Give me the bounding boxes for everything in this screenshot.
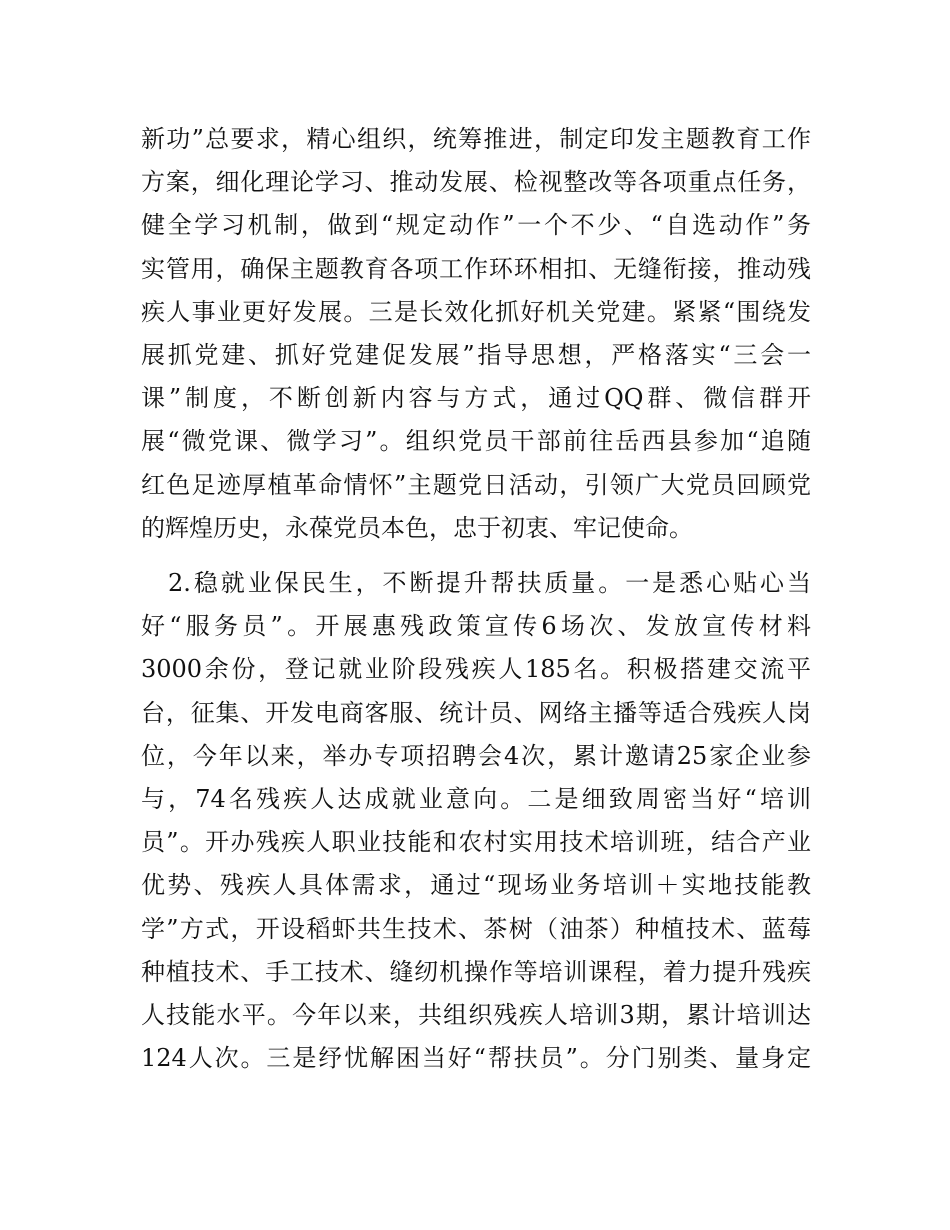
text-line: 与，74名残疾人达成就业意向。二是细致周密当好“培训: [141, 784, 811, 813]
text-line: 学”方式，开设稻虾共生技术、茶树（油茶）种植技术、蓝莓: [141, 914, 811, 943]
text-line: 台，征集、开发电商客服、统计员、网络主播等适合残疾人岗: [141, 698, 811, 727]
text-line: 展“微党课、微学习”。组织党员干部前往岳西县参加“追随: [141, 427, 811, 456]
text-line: 员”。开办残疾人职业技能和农村实用技术培训班，结合产业: [141, 828, 811, 857]
text-line: 的辉煌历史，永葆党员本色，忠于初衷、牢记使命。: [141, 513, 693, 542]
text-line: 人技能水平。今年以来，共组织残疾人培训3期，累计培训达: [141, 1000, 811, 1029]
text-line: 2.稳就业保民生，不断提升帮扶质量。一是悉心贴心当: [141, 569, 811, 597]
text-line: 优势、残疾人具体需求，通过“现场业务培训＋实地技能教: [141, 871, 811, 900]
paragraph-party-building: [141, 118, 811, 550]
text-line: 位，今年以来，举办专项招聘会4次，累计邀请25家企业参: [141, 741, 811, 770]
text-line: 实管用，确保主题教育各项工作环环相扣、无缝衔接，推动残: [141, 254, 811, 283]
paragraph-employment: [141, 562, 811, 1080]
text-line: 课”制度，不断创新内容与方式，通过QQ群、微信群开: [141, 384, 811, 413]
text-line: 红色足迹厚植革命情怀”主题党日活动，引领广大党员回顾党: [141, 470, 811, 499]
text-line: 疾人事业更好发展。三是长效化抓好机关党建。紧紧“围绕发: [141, 297, 811, 326]
text-line: 方案，细化理论学习、推动发展、检视整改等各项重点任务，: [141, 168, 811, 197]
text-line: 种植技术、手工技术、缝纫机操作等培训课程，着力提升残疾: [141, 957, 811, 986]
text-line: 展抓党建、抓好党建促发展”指导思想，严格落实“三会一: [141, 340, 811, 369]
text-line: 健全学习机制，做到“规定动作”一个不少、“自选动作”务: [141, 211, 811, 240]
text-line: 3000余份，登记就业阶段残疾人185名。积极搭建交流平: [141, 655, 811, 684]
text-line: 好“服务员”。开展惠残政策宣传6场次、发放宣传材料: [141, 612, 811, 641]
text-line: 124人次。三是纾忧解困当好“帮扶员”。分门别类、量身定: [141, 1044, 811, 1073]
text-line: 新功”总要求，精心组织，统筹推进，制定印发主题教育工作: [141, 125, 811, 153]
